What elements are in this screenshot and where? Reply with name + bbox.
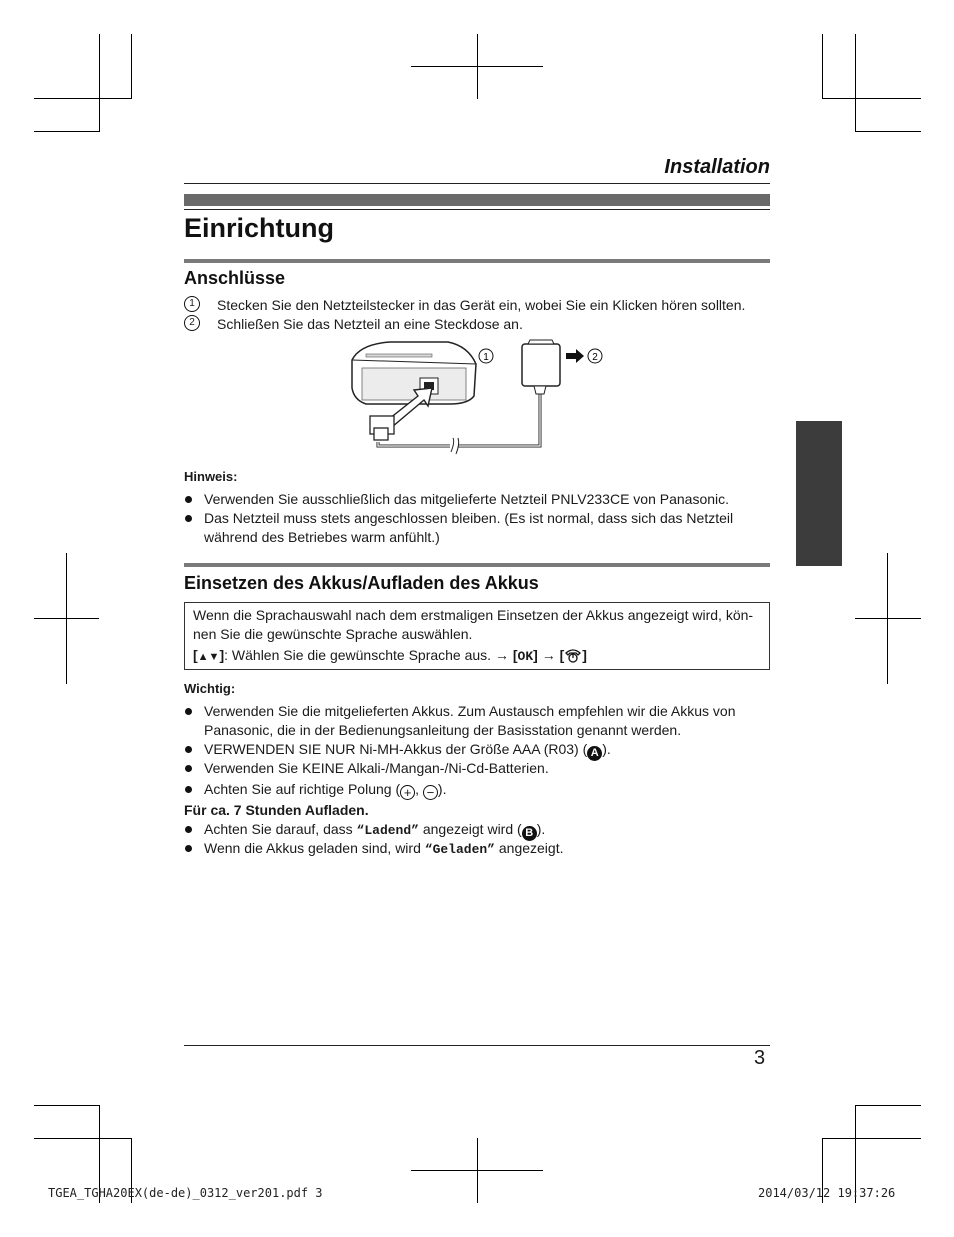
figure-label-1: 1 — [483, 352, 489, 363]
box-line-2: nen Sie die gewünschte Sprache auswählen. — [193, 626, 473, 642]
wichtig-bullet-2: VERWENDEN SIE NUR Ni-MH-Akkus der Größe AAA (R03) ( A ). — [184, 740, 770, 759]
box-line-3-text: : Wählen Sie die gewünschte Sprache aus. — [224, 647, 492, 663]
bullet-text: Achten Sie auf richtige Polung ( — [204, 781, 401, 797]
bullet-text: Das Netzteil muss stets angeschlossen bleiben. (Es ist normal, dass sich das Netzteil während des Betriebes warm anfühlt.) — [204, 510, 734, 545]
laden-bullet-2: Wenn die Akkus geladen sind, wird “Geladen” angezeigt. — [184, 839, 770, 858]
bullet-text: Verwenden Sie ausschließlich das mitgelieferte Netzteil PNLV233CE von Panasonic. — [204, 491, 730, 507]
laden-label: Für ca. 7 Stunden Aufladen. — [184, 802, 369, 818]
hinweis-bullet-2 — [184, 509, 770, 547]
bullet-dot — [185, 786, 192, 793]
anschluesse-heading: Anschlüsse — [184, 268, 286, 288]
step-text: Stecken Sie den Netzteilstecker in das Gerät ein, wobei Sie ein Klicken hören sollten. — [217, 297, 746, 313]
hinweis-bullet-1 — [184, 490, 770, 509]
wichtig-bullet-1 — [184, 702, 770, 740]
arrow-right-icon: → — [541, 647, 560, 663]
wichtig-bullet-3 — [184, 759, 770, 778]
phone-key-icon: [ — [559, 647, 565, 663]
bullet-dot — [185, 845, 192, 852]
page-number: 3 — [754, 1047, 766, 1069]
bullet-dot — [185, 708, 192, 715]
figure-label-2: 2 — [592, 352, 598, 363]
bullet-dot — [185, 826, 192, 833]
bullet-dot — [185, 746, 192, 753]
title-thin-rule — [184, 209, 770, 210]
hinweis-label: Hinweis: — [184, 469, 238, 484]
laden-bullet-1: Achten Sie darauf, dass “Ladend” angezeigt wird ( B ). — [184, 820, 770, 839]
step-number: 1 — [184, 296, 200, 312]
minus-icon: − — [423, 785, 438, 800]
arrow-right-icon: → — [494, 647, 513, 663]
header-rule — [184, 183, 770, 184]
page-title: Einrichtung — [184, 213, 334, 243]
wichtig-bullet-4: Achten Sie auf richtige Polung ( + , − ). — [184, 780, 770, 799]
language-box — [184, 602, 770, 670]
wichtig-label: Wichtig: — [184, 681, 236, 696]
step-number: 2 — [184, 315, 200, 331]
box-line-3: [▲▼]: Wählen Sie die gewünschte Sprache aus. → [OK] → [ ] — [193, 647, 587, 664]
nav-key-icon: [▲▼] — [193, 647, 225, 663]
box-line-1: Wenn die Sprachauswahl nach dem erstmaligen Einsetzen der Akkus angezeigt wird, kön- — [193, 607, 754, 623]
bullet-text: Verwenden Sie die mitgelieferten Akkus. Zum Austausch empfehlen wir die Akkus von Panasonic, die in der Bedienungsanleitung der Basisstation genannt werden. — [204, 703, 736, 738]
marker-b-icon: B — [522, 826, 537, 841]
title-bar — [184, 194, 770, 206]
step-2 — [184, 315, 770, 334]
bullet-dot — [185, 496, 192, 503]
print-footer-right: 2014/03/12 19:37:26 — [758, 1186, 896, 1200]
footer-rule — [184, 1045, 770, 1046]
power-phone-icon — [564, 647, 582, 663]
ok-key: [OK] — [512, 647, 538, 664]
bullet-dot — [185, 765, 192, 772]
akkus-bar — [184, 563, 770, 567]
section-header: Installation — [664, 156, 770, 178]
bullet-dot — [185, 515, 192, 522]
display-text-ladend: “Ladend” — [356, 823, 419, 838]
chapter-side-tab — [796, 421, 842, 566]
anschluesse-bar — [184, 259, 770, 263]
step-1 — [184, 296, 770, 315]
bullet-text: VERWENDEN SIE NUR Ni-MH-Akkus der Größe AAA (R03) ( — [204, 741, 588, 757]
display-text-geladen: “Geladen” — [424, 842, 495, 857]
bullet-text: Verwenden Sie KEINE Alkali-/Mangan-/Ni-Cd-Batterien. — [204, 760, 549, 776]
plus-icon: + — [400, 785, 415, 800]
step-text: Schließen Sie das Netzteil an eine Steckdose an. — [217, 316, 523, 332]
akkus-heading: Einsetzen des Akkus/Aufladen des Akkus — [184, 573, 539, 593]
print-footer-left: TGEA_TGHA20EX(de-de)_0312_ver201.pdf 3 — [48, 1186, 323, 1200]
marker-a-icon: A — [587, 746, 602, 761]
connection-illustration — [340, 338, 610, 458]
